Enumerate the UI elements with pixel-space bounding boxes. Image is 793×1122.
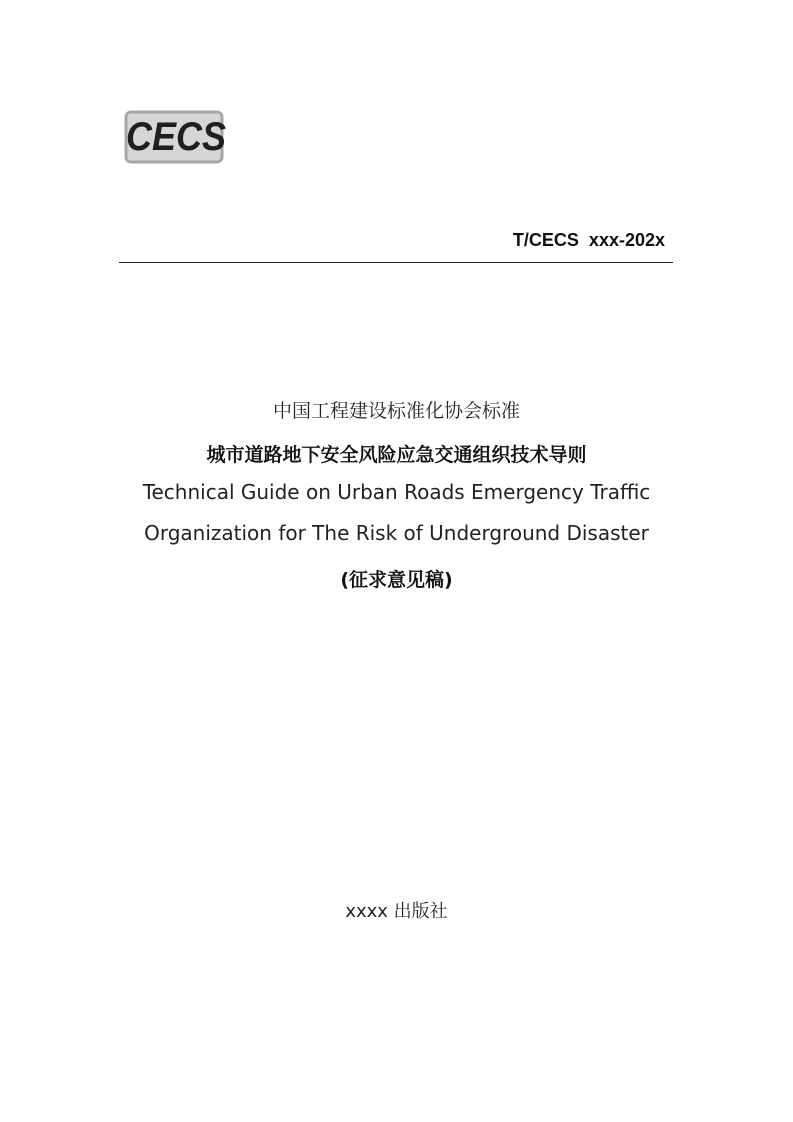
- organization-name: 中国工程建设标准化协会标准: [272, 400, 520, 422]
- logo-text: CECS: [126, 115, 227, 159]
- cecs-logo: [120, 108, 232, 166]
- draft-note: (征求意见稿): [340, 569, 453, 591]
- title-english-line-2: Organization for The Risk of Underground Disaster: [144, 521, 649, 545]
- title-chinese: 城市道路地下安全风险应急交通组织技术导则: [206, 444, 587, 466]
- standard-code: T/CECS xxx-202x: [512, 230, 665, 250]
- cecs-logo-graphic: [120, 108, 232, 166]
- publisher-name: xxxx 出版社: [345, 901, 448, 922]
- title-english-line-1: Technical Guide on Urban Roads Emergency Traffic: [142, 480, 651, 504]
- header-divider: [119, 262, 673, 263]
